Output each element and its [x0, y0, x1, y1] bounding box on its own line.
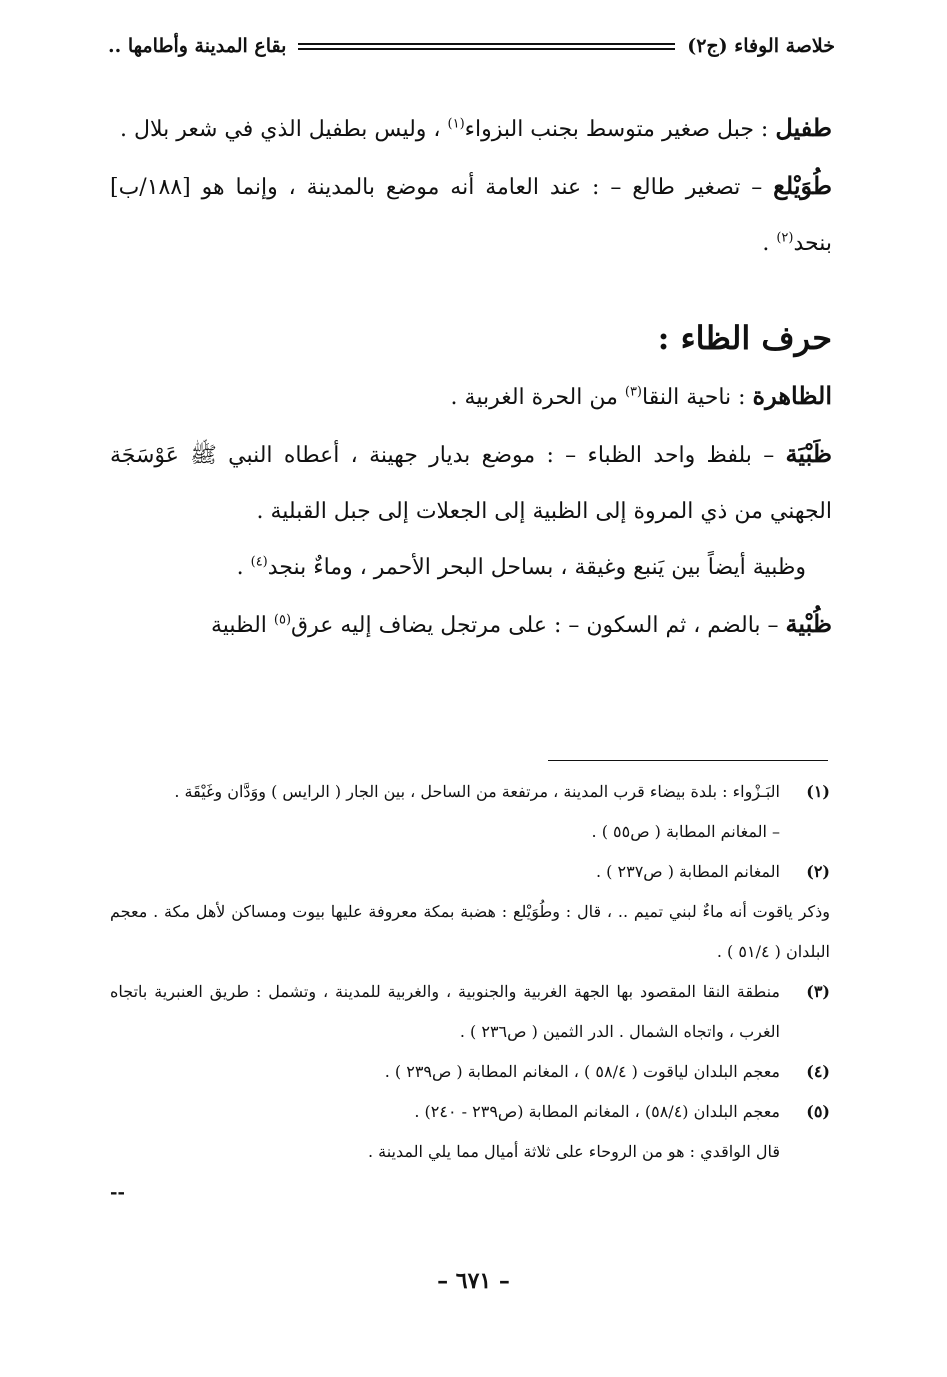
book-title: خلاصة الوفاء (ج٢) [687, 35, 835, 57]
entry-zabya [110, 426, 832, 540]
footnote-ref[interactable]: (٤) [250, 554, 268, 570]
footnote-text: معجم البلدان لياقوت ( ٥٨/٤ ) ، المغانم المطابة ( ص٢٣٩ ) . [384, 1062, 780, 1081]
entry-text: وظبية أيضاً بين يَنبع وغيقة ، بساحل البحر الأحمر ، وماءٌ بنجد [267, 555, 806, 580]
footnote-separator [548, 760, 828, 761]
entry-keyword: ظَبْيَة [785, 439, 832, 468]
entry-zabya-cont [110, 540, 832, 596]
entry-keyword: طُوَيْلع [773, 171, 832, 200]
footnote-2-cont: وذكر ياقوت أنه ماءٌ لبني تميم .. ، قال : وطُوَيْلع : هضبة بمكة معروفة عليها بيوت ومساكن لأهل مكة . معجم البلدان ( ٥١/٤ ) . [110, 902, 830, 961]
main-text [110, 100, 832, 654]
page-number: – ٦٧١ – [437, 1268, 510, 1294]
footnote-ref[interactable]: (٣) [624, 384, 642, 400]
entry-text-after: من الحرة الغربية . [450, 385, 625, 410]
entry-text-after: . [236, 555, 251, 580]
footnote-5-cont: قال الواقدي : هو من الروحاء على ثلاثة أميال مما يلي المدينة . [367, 1142, 780, 1161]
footnote-number: (٢) [806, 862, 830, 881]
chapter-title: بقاع المدينة وأطامها .. [108, 35, 287, 57]
entry-text-after: . [762, 231, 777, 256]
footnote-text: منطقة النقا المقصود بها الجهة الغربية والجنوبية ، والغربية للمدينة ، وتشمل : طريق العنبرية باتجاه الغرب ، واتجاه الشمال . الدر الثمين ( ص٢٣٦ ) . [110, 982, 781, 1041]
entry-keyword: ظُبْية [785, 609, 832, 638]
section-heading: حرف الظاء : [657, 319, 832, 357]
header-rule [298, 43, 675, 50]
footnote-number: (١) [806, 782, 830, 801]
footnote-2 [110, 852, 830, 892]
footnote-5 [110, 1092, 830, 1132]
footnote-4 [110, 1052, 830, 1092]
footnote-ref[interactable]: (٥) [273, 612, 292, 628]
footnote-text: البَـزْواء : بلدة بيضاء قرب المدينة ، مرتفعة من الساحل ، بين الجار ( الرايس ) ووَدَّان وغَيْقَة . [174, 782, 780, 801]
entry-text: – بالضم ، ثم السكون – : على مرتجل يضاف إليه عرق [291, 613, 786, 638]
footnote-ref[interactable]: (٢) [776, 230, 794, 246]
footnote-ref[interactable]: (١) [447, 116, 465, 132]
footnote-1 [110, 772, 830, 812]
entry-text-after: ، وليس بطفيل الذي في شعر بلال . [119, 117, 448, 142]
entry-text-after: الظبية [210, 613, 274, 638]
running-header [108, 26, 835, 66]
bottom-mark: -- [110, 1182, 125, 1203]
footnote-text: المغانم المطابة ( ص٢٣٧ ) . [596, 862, 780, 881]
entry-tufail [110, 100, 832, 158]
footnote-3 [110, 972, 830, 1052]
footnote-text: معجم البلدان (٥٨/٤) ، المغانم المطابة (ص٢٣٩ - ٢٤٠) . [414, 1102, 780, 1121]
footnotes [110, 772, 830, 1172]
entry-keyword: الظاهرة [752, 381, 832, 410]
entry-text: – بلفظ واحد الظباء – : موضع بديار جهينة ، أعطاه النبي ﷺ عَوْسَجَة الجهني من ذي المروة إلى الظبية إلى الجعلات إلى جبل القبلية . [110, 443, 832, 524]
footnote-number: (٥) [806, 1102, 830, 1121]
entry-zahira [110, 368, 832, 426]
footnote-number: (٤) [806, 1062, 830, 1081]
footnote-1-cont: – المغانم المطابة ( ص٥٥ ) . [591, 822, 780, 841]
entry-zubya [110, 596, 832, 654]
entry-keyword: طفيل [775, 113, 832, 142]
footnote-number: (٣) [806, 982, 830, 1001]
entry-text: : جبل صغير متوسط بجنب البزواء [464, 117, 776, 142]
entry-text: : ناحية النقا [642, 385, 753, 410]
entry-tuwaila [110, 158, 832, 272]
entry-text: – تصغير طالع – : عند العامة أنه موضع بالمدينة ، وإنما هو [١٨٨/ب] بنحد [110, 175, 832, 256]
